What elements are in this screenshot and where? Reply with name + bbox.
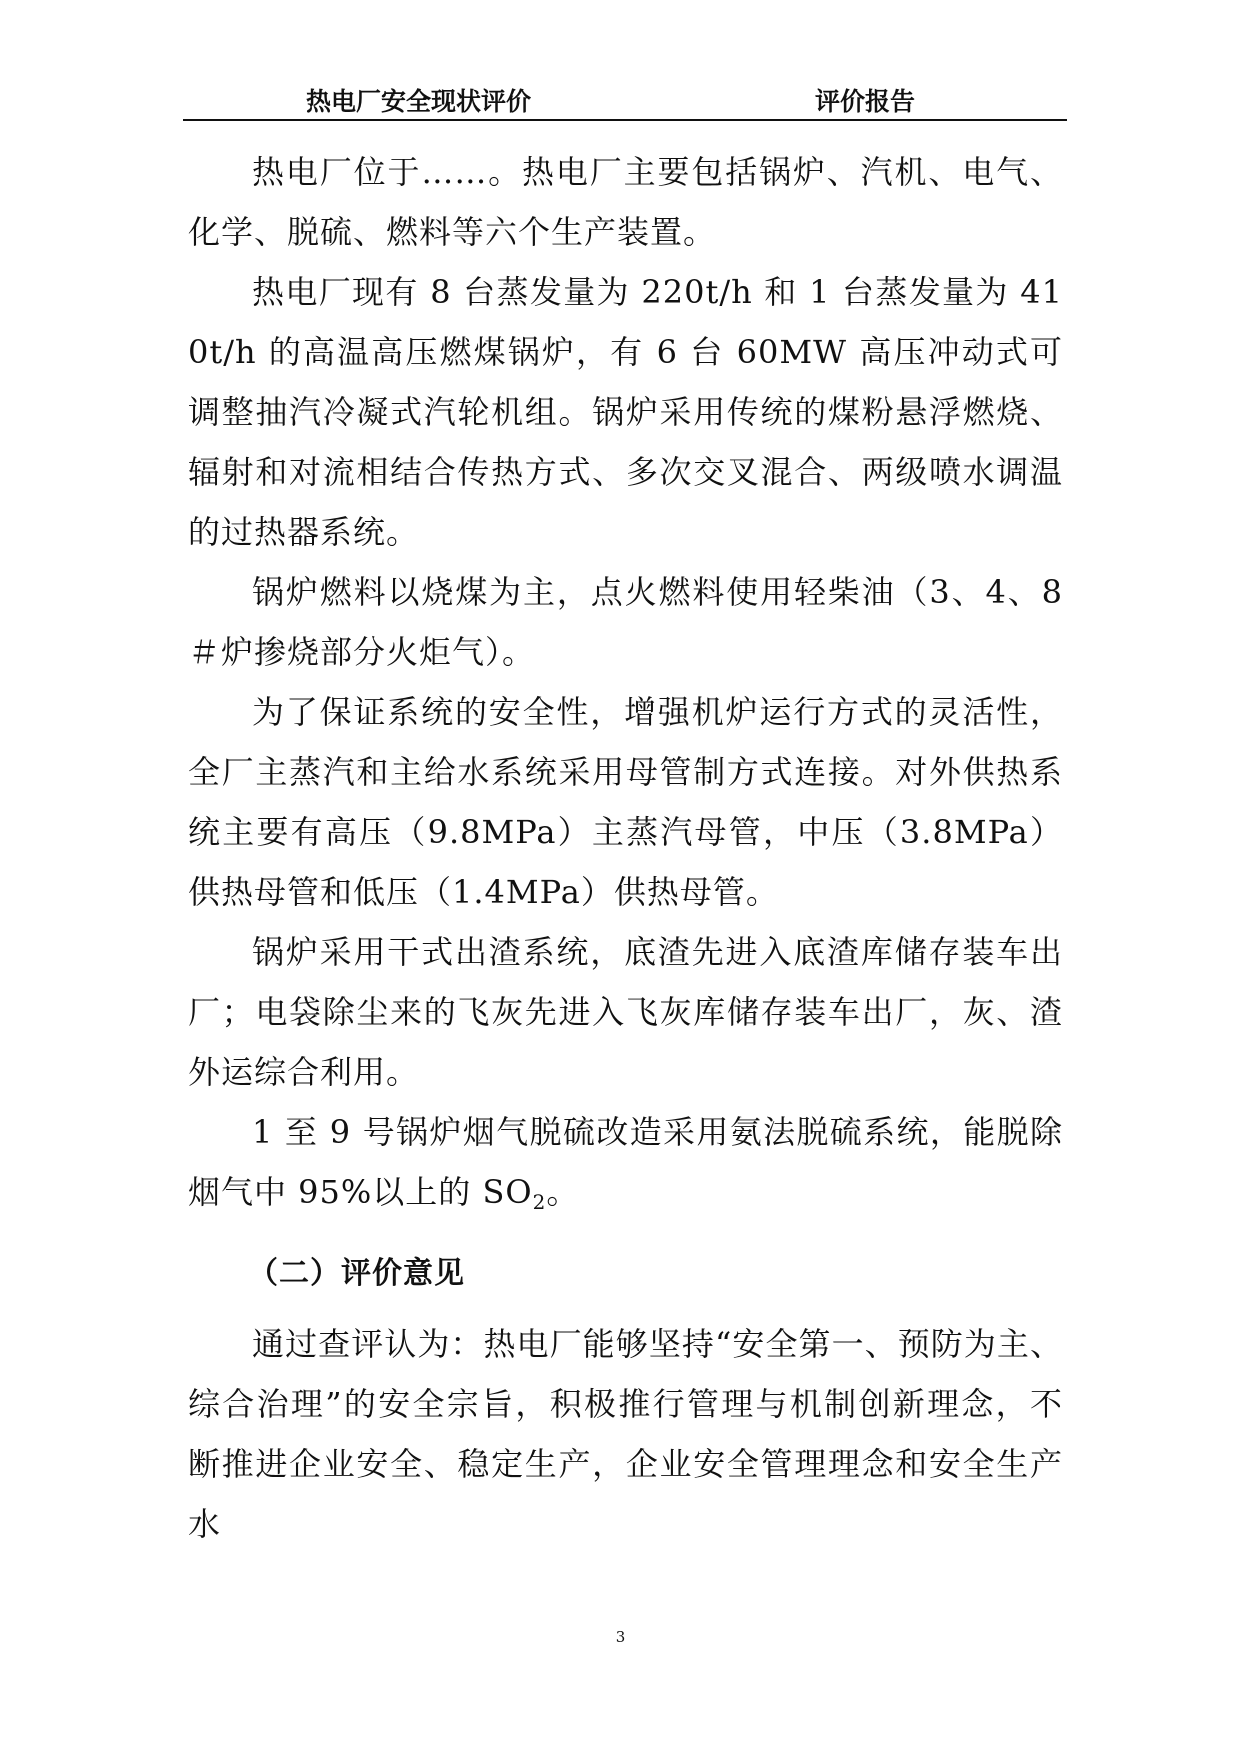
paragraph-location: 热电厂位于……。热电厂主要包括锅炉、汽机、电气、化学、脱硫、燃料等六个生产装置。 — [188, 153, 1063, 251]
paragraph-desulfurization — [188, 1102, 1063, 1222]
body-text — [188, 142, 1063, 1554]
page-number: 3 — [615, 1628, 626, 1646]
page-header — [183, 86, 1067, 118]
header-report-type: 评价报告 — [815, 87, 916, 116]
paragraph-piping-system: 为了保证系统的安全性，增强机炉运行方式的灵活性，全厂主蒸汽和主给水系统采用母管制方式连接。对外供热系统主要有高压（9.8MPa）主蒸汽母管，中压（3.8MPa）供热母管和低压（1.4MPa）供热母管。 — [188, 693, 1063, 911]
header-divider — [183, 119, 1067, 121]
paragraph-boilers: 热电厂现有 8 台蒸发量为 220t/h 和 1 台蒸发量为 410t/h 的高温高压燃煤锅炉，有 6 台 60MW 高压冲动式可调整抽汽冷凝式汽轮机组。锅炉采用传统的煤粉悬浮燃烧、辐射和对流相结合传热方式、多次交叉混合、两级喷水调温的过热器系统。 — [188, 273, 1063, 551]
section-heading: （二）评价意见 — [248, 1256, 465, 1291]
paragraph-slag-ash: 锅炉采用干式出渣系统，底渣先进入底渣库储存装车出厂；电袋除尘来的飞灰先进入飞灰库储存装车出厂，灰、渣外运综合利用。 — [188, 933, 1063, 1091]
paragraph-evaluation-opinion: 通过查评认为：热电厂能够坚持“安全第一、预防为主、综合治理”的安全宗旨，积极推行管理与机制创新理念，不断推进企业安全、稳定生产，企业安全管理理念和安全生产水 — [188, 1325, 1063, 1543]
so2-subscript: 2 — [532, 1190, 547, 1214]
desulfurization-text: 1 至 9 号锅炉烟气脱硫改造采用氨法脱硫系统，能脱除烟气中 95%以上的 SO — [188, 1113, 1063, 1211]
paragraph-fuel: 锅炉燃料以烧煤为主，点火燃料使用轻柴油（3、4、8＃炉掺烧部分火炬气）。 — [188, 573, 1063, 671]
desulfurization-period: 。 — [546, 1173, 580, 1211]
header-report-title: 热电厂安全现状评价 — [306, 87, 532, 116]
